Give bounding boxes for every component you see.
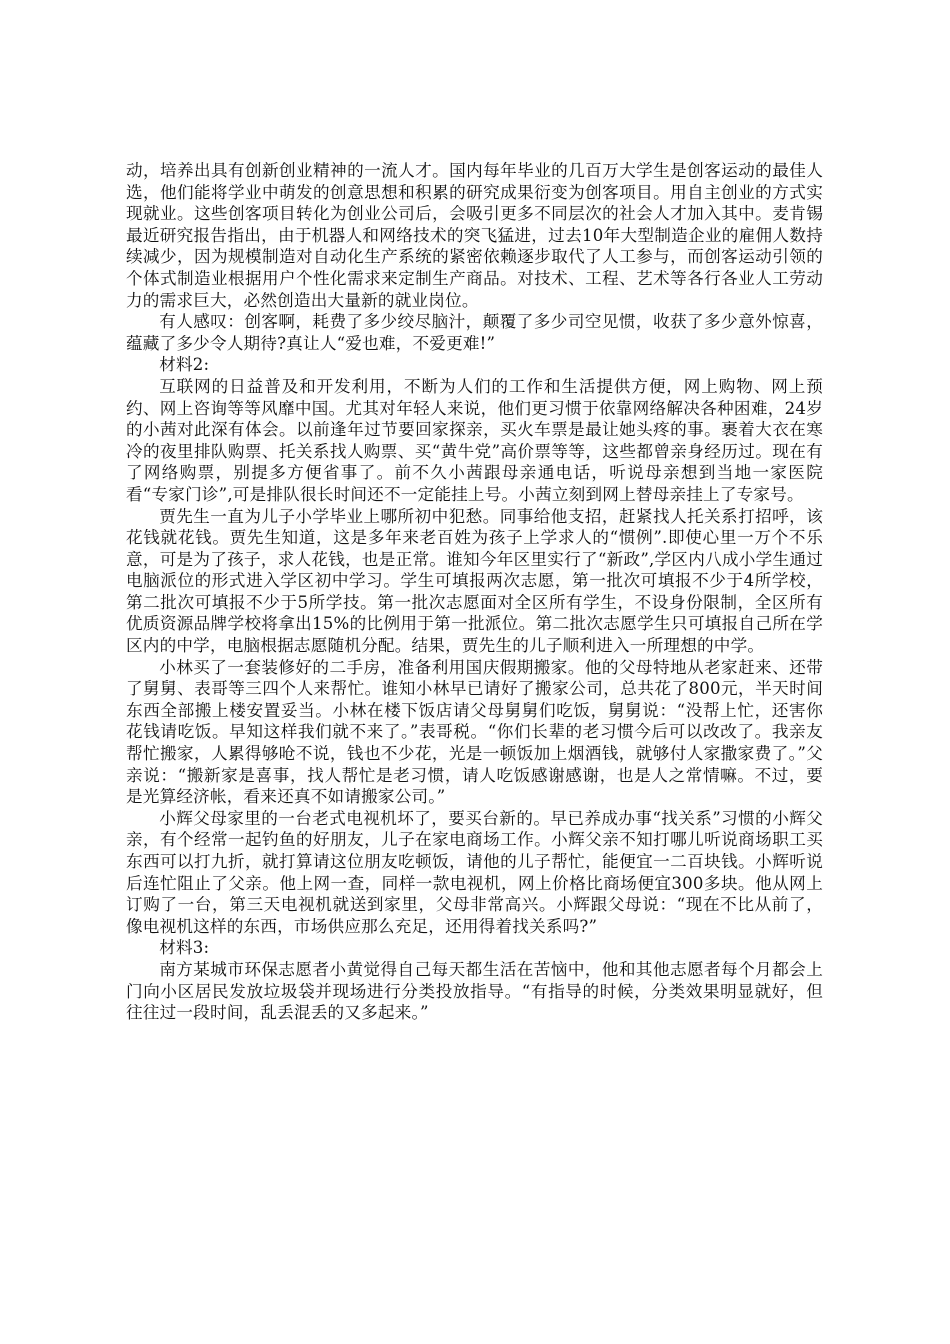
paragraph-maker-sigh: 有人感叹：创客啊，耗费了多少绞尽脑汁，颠覆了多少司空见惯，收获了多少意外惊喜，蕴藏了多少令人期待?真让人“爱也难，不爱更难!”	[126, 312, 823, 353]
document-page	[126, 160, 823, 1024]
material-3-heading: 材料3:	[159, 938, 210, 958]
paragraph-xiaolin-moving: 小林买了一套装修好的二手房，准备利用国庆假期搬家。他的父母特地从老家赶来、还带了舅舅、表哥等三四个人来帮忙。谁知小林早已请好了搬家公司，总共花了800元，半天时间东西全部搬上楼安置妥当。小林在楼下饭店请父母舅舅们吃饭，舅舅说：“没帮上忙，还害你花钱请吃饭。早知这样我们就不来了。”表哥税。“你们长辈的老习惯今后可以改改了。我亲友帮忙搬家，人累得够呛不说，钱也不少花，光是一顿饭加上烟酒钱，就够付人家撒家费了。”父亲说：“搬新家是喜事，找人帮忙是老习惯，请人吃饭感谢感谢，也是人之常情嘛。不过，要是光算经济帐，看来还真不如请搬家公司。”	[126, 657, 823, 807]
paragraph-mr-jia-school: 贾先生一直为儿子小学毕业上哪所初中犯愁。同事给他支招，赶紧找人托关系打招呼，该花钱就花钱。贾先生知道，这是多年来老百姓为孩子上学求人的“惯例”.即使心里一万个不乐意，可是为了孩子，求人花钱，也是正常。谁知今年区里实行了“新政”,学区内八成小学生通过电脑派位的形式进入学区初中学习。学生可填报两次志愿，第一批次可填报不少于4所学校，第二批次可填报不少于5所学技。第一批次志愿面对全区所有学生，不设身份限制，全区所有优质资源品牌学校将拿出15%的比例用于第一批派位。第二批次志愿学生只可填报自己所在学区内的中学，电脑根据志愿随机分配。结果，贾先生的儿子顺利进入一所理想的中学。	[126, 506, 823, 656]
paragraph-xiaohui-tv: 小辉父母家里的一台老式电视机坏了，要买台新的。早已养成办事“找关系”习惯的小辉父亲，有个经常一起钓鱼的好朋友，儿子在家电商场工作。小辉父亲不知打哪儿听说商场职工买东西可以打九折，就打算请这位朋友吃顿饭，请他的儿子帮忙，能便宜一二百块钱。小辉听说后连忙阻止了父亲。他上网一查，同样一款电视机，网上价格比商场便宜300多块。他从网上订购了一台，第三天电视机就送到家里，父母非常高兴。小辉跟父母说：“现在不比从前了，像电视机这样的东西，市场供应那么充足，还用得着找关系吗?”	[126, 808, 823, 936]
material-2-heading: 材料2:	[159, 355, 210, 375]
paragraph-internet-convenience: 互联网的日益普及和开发利用，不断为人们的工作和生活提供方便，网上购物、网上预约、网上咨询等等风靡中国。尤其对年轻人来说，他们更习惯于依靠网络解决各种困难，24岁的小茜对此深有体会。以前逢年过节要回家探亲，买火车票是最让她头疼的事。裹着大衣在寒冷的夜里排队购票、托关系找人购票、买“黄牛党”高价票等等，这些都曾亲身经历过。现在有了网络购票，别提多方便省事了。前不久小茜跟母亲通电话，听说母亲想到当地一家医院看“专家门诊”,可是排队很长时间还不一定能挂上号。小茜立刻到网上替母亲挂上了专家号。	[126, 376, 823, 504]
paragraph-volunteer-huang: 南方某城市环保志愿者小黄觉得自己每天都生活在苦恼中，他和其他志愿者每个月都会上门向小区居民发放垃圾袋并现场进行分类投放指导。“有指导的时候，分类效果明显就好，但往往过一段时间，乱丢混丢的又多起来。”	[126, 959, 823, 1023]
paragraph-continuation: 动，培养出具有创新创业精神的一流人才。国内每年毕业的几百万大学生是创客运动的最佳人选，他们能将学业中萌发的创意思想和积累的研究成果衍变为创客项目。用自主创业的方式实现就业。这些创客项目转化为创业公司后，会吸引更多不同层次的社会人才加入其中。麦肯锡最近研究报告指出，由于机器人和网络技术的突飞猛进，过去10年大型制造企业的雇佣人数持续减少，因为规模制造对自动化生产系统的紧密依赖逐步取代了人工参与，而创客运动引领的个体式制造业根据用户个性化需求来定制生产商品。对技术、工程、艺术等各行各业人工劳动力的需求巨大，必然创造出大量新的就业岗位。	[126, 161, 823, 310]
